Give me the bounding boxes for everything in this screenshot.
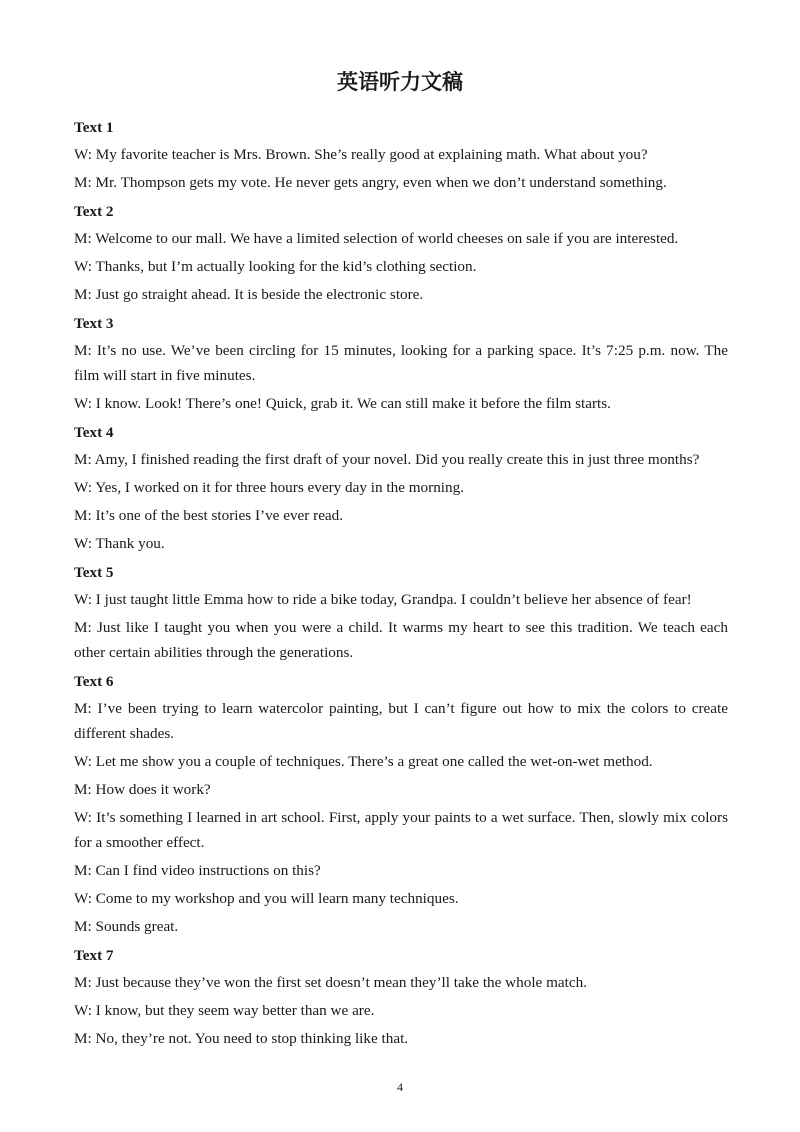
dialogue-line: W: Yes, I worked on it for three hours every day in the morning. bbox=[74, 479, 465, 496]
text-heading: Text 7 bbox=[74, 947, 114, 964]
text-section-6 bbox=[74, 668, 728, 939]
dialogue-line: W: My favorite teacher is Mrs. Brown. She’s really good at explaining math. What about you? bbox=[74, 146, 648, 163]
dialogue-line: M: How does it work? bbox=[74, 781, 211, 798]
text-heading: Text 5 bbox=[74, 564, 114, 581]
dialogue-line: M: It’s no use. We’ve been circling for 15 minutes, looking for a parking space. It’s 7:25 p.m. now. The film will start in five minutes. bbox=[74, 342, 728, 384]
dialogue-line: W: I just taught little Emma how to ride a bike today, Grandpa. I couldn’t believe her absence of fear! bbox=[74, 591, 692, 608]
text-heading: Text 4 bbox=[74, 424, 114, 441]
dialogue-line: W: Let me show you a couple of techniques. There’s a great one called the wet-on-wet method. bbox=[74, 753, 653, 770]
document-title: 英语听力文稿 bbox=[337, 70, 463, 94]
text-section-3 bbox=[74, 310, 728, 416]
dialogue-line: M: Mr. Thompson gets my vote. He never gets angry, even when we don’t understand something. bbox=[74, 174, 667, 191]
text-section-5 bbox=[74, 559, 728, 665]
dialogue-line: M: Just like I taught you when you were a child. It warms my heart to see this tradition. We teach each other certain abilities through the generations. bbox=[74, 619, 728, 661]
dialogue-line: M: Welcome to our mall. We have a limited selection of world cheeses on sale if you are interested. bbox=[74, 230, 679, 247]
dialogue-line: W: Thanks, but I’m actually looking for the kid’s clothing section. bbox=[74, 258, 477, 275]
text-heading: Text 3 bbox=[74, 315, 114, 332]
transcript-body bbox=[74, 114, 728, 1054]
dialogue-line: M: Can I find video instructions on this? bbox=[74, 862, 321, 879]
dialogue-line: M: It’s one of the best stories I’ve ever read. bbox=[74, 507, 344, 524]
text-heading: Text 6 bbox=[74, 673, 114, 690]
dialogue-line: M: Amy, I finished reading the first draft of your novel. Did you really create this in just three months? bbox=[74, 451, 700, 468]
dialogue-line: W: It’s something I learned in art school. First, apply your paints to a wet surface. Then, slowly mix colors for a smoother effect. bbox=[74, 809, 728, 851]
text-section-7 bbox=[74, 942, 728, 1051]
text-section-1 bbox=[74, 114, 728, 195]
dialogue-line: W: I know. Look! There’s one! Quick, grab it. We can still make it before the film starts. bbox=[74, 395, 611, 412]
dialogue-line: M: Just go straight ahead. It is beside the electronic store. bbox=[74, 286, 424, 303]
text-section-4 bbox=[74, 419, 728, 556]
dialogue-line: M: Sounds great. bbox=[74, 918, 179, 935]
dialogue-line: W: Come to my workshop and you will learn many techniques. bbox=[74, 890, 459, 907]
dialogue-line: W: I know, but they seem way better than we are. bbox=[74, 1002, 375, 1019]
dialogue-line: M: No, they’re not. You need to stop thinking like that. bbox=[74, 1030, 409, 1047]
text-heading: Text 1 bbox=[74, 119, 114, 136]
dialogue-line: M: Just because they’ve won the first set doesn’t mean they’ll take the whole match. bbox=[74, 974, 588, 991]
text-heading: Text 2 bbox=[74, 203, 114, 220]
dialogue-line: M: I’ve been trying to learn watercolor painting, but I can’t figure out how to mix the colors to create different shades. bbox=[74, 700, 728, 742]
dialogue-line: W: Thank you. bbox=[74, 535, 165, 552]
page-number: 4 bbox=[397, 1080, 403, 1094]
text-section-2 bbox=[74, 198, 728, 307]
